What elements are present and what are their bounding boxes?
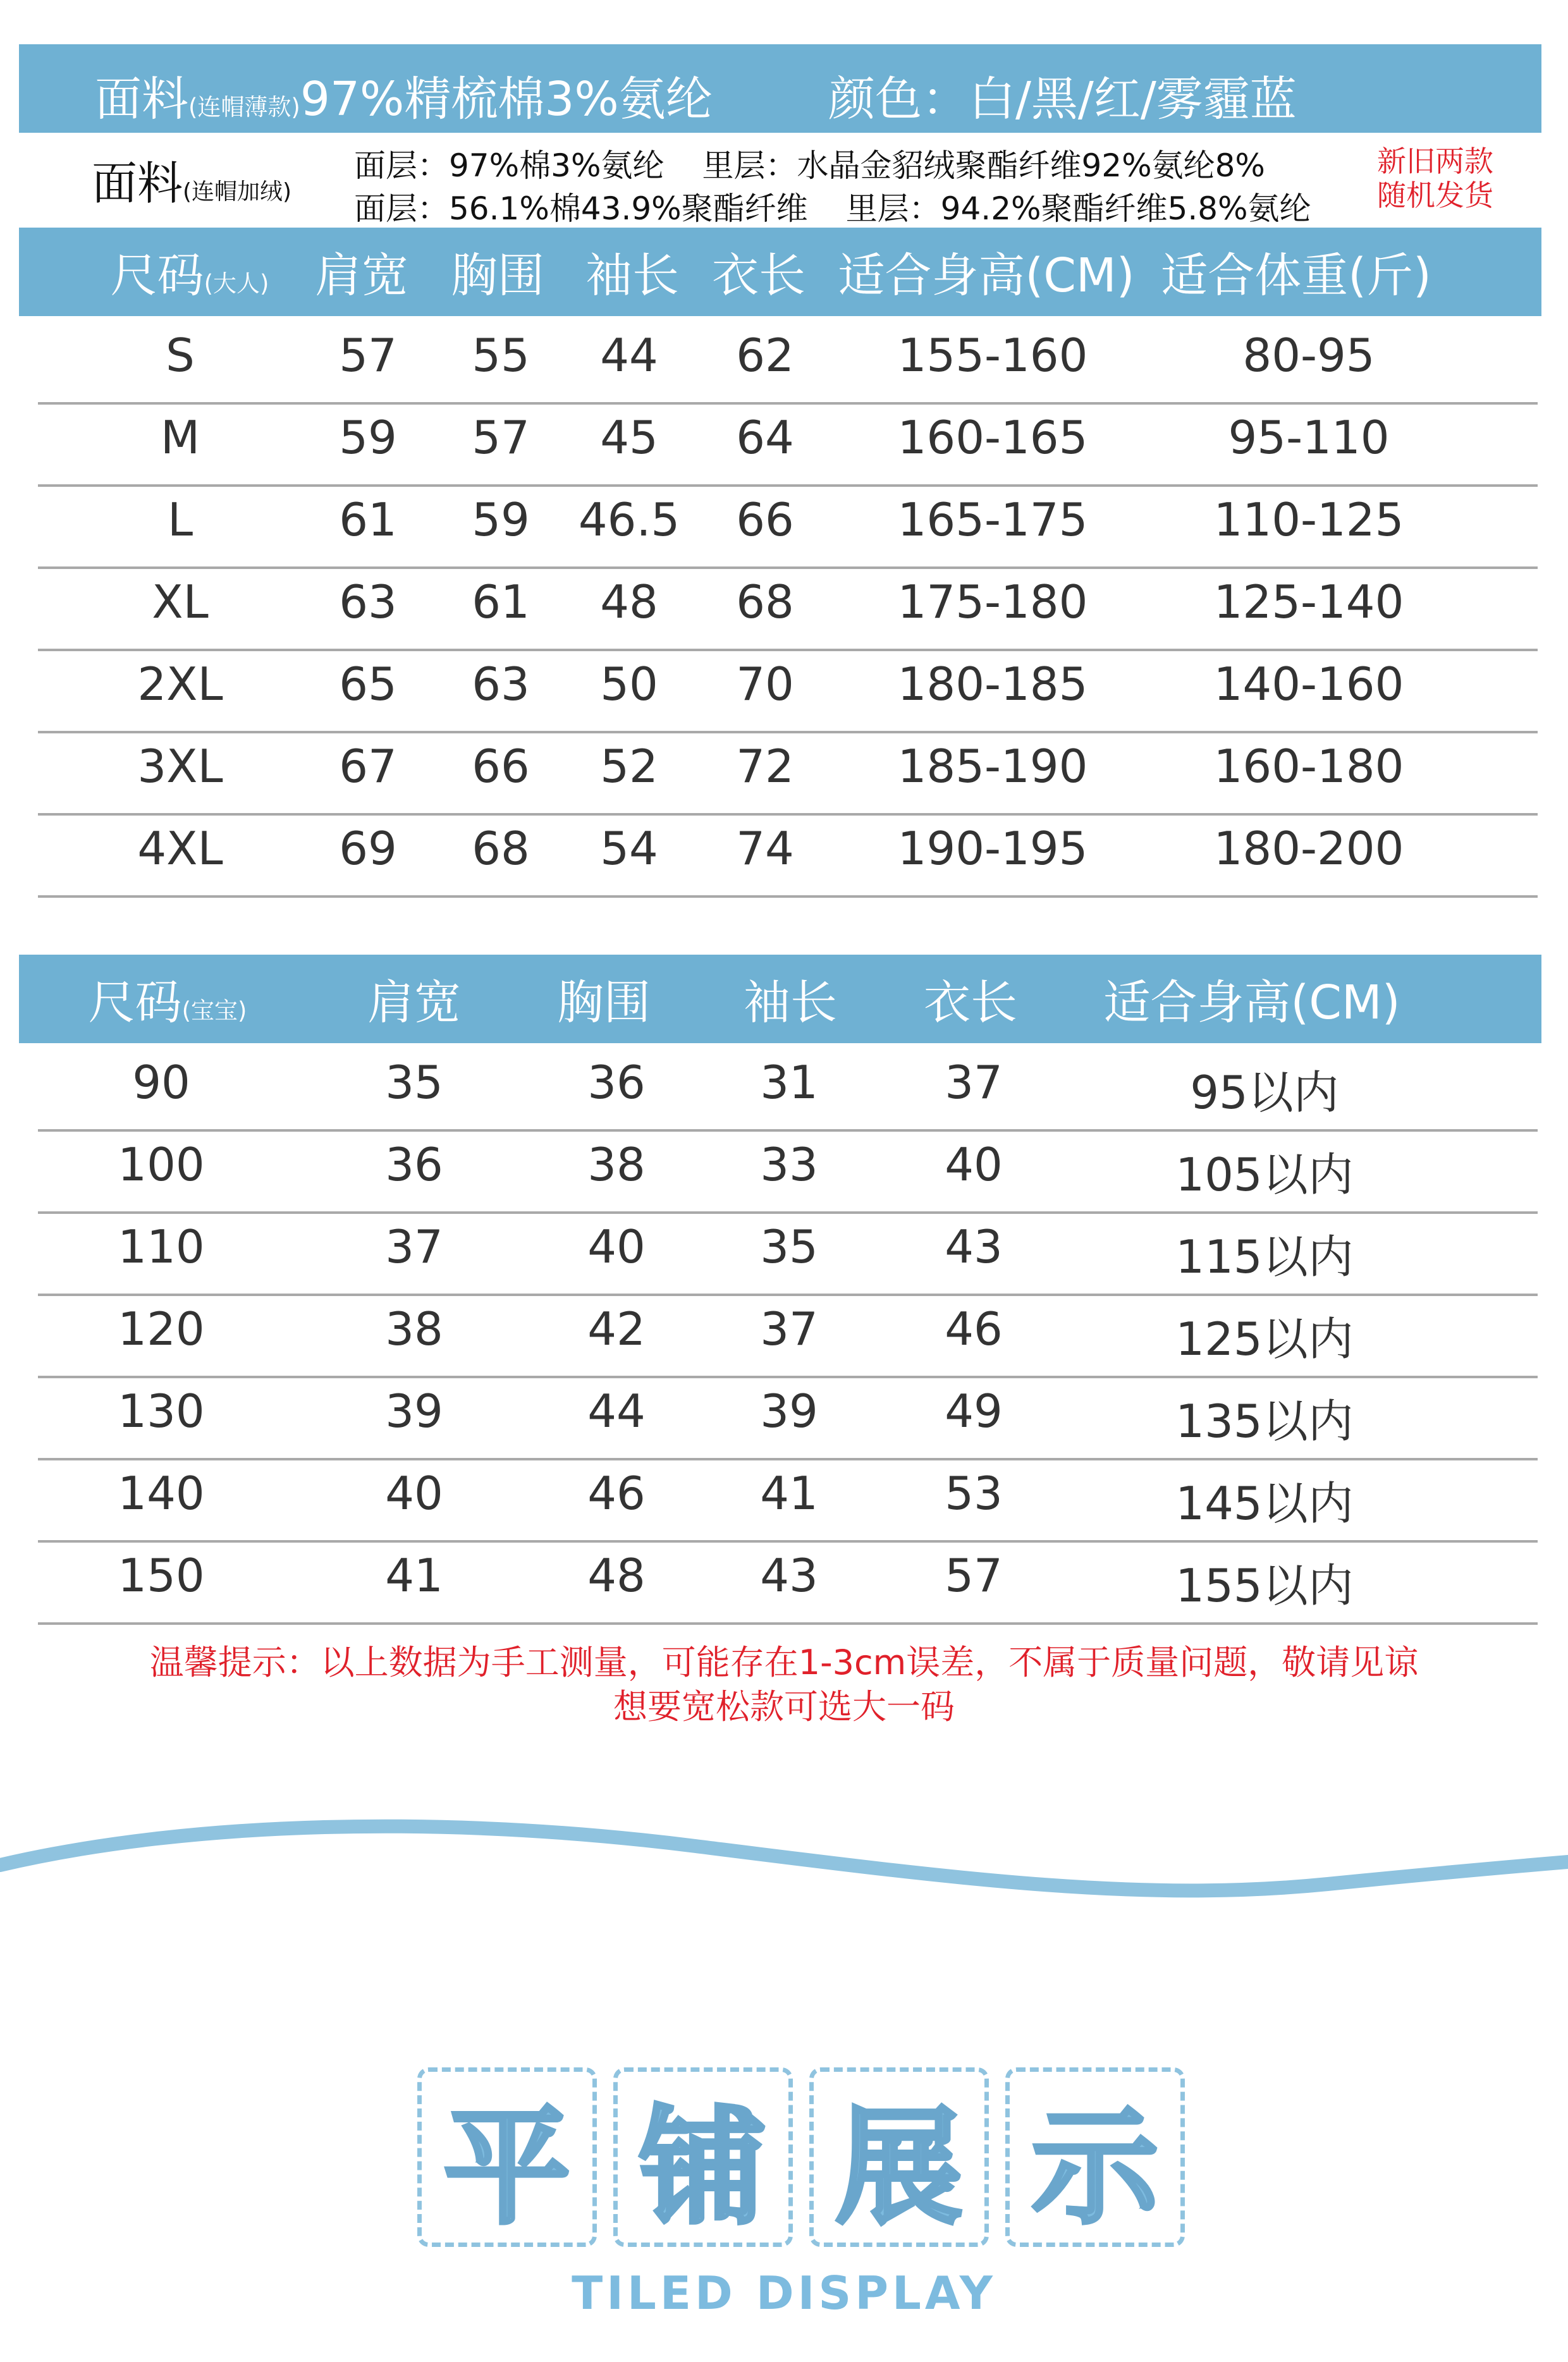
length-cell: 53	[945, 1467, 1003, 1520]
sleeve-cell: 37	[760, 1302, 818, 1355]
chest-cell: 66	[472, 740, 530, 793]
kids-header-size-note: (宝宝)	[181, 997, 247, 1024]
measurement-tip	[0, 1641, 1568, 1729]
adult-header-sleeve: 袖长	[585, 248, 679, 303]
length-cell: 72	[736, 740, 794, 793]
fleece-line2-outer: 面层：56.1%棉43.9%聚酯纤维	[354, 190, 808, 227]
size-cell: 4XL	[137, 822, 223, 875]
length-cell: 68	[736, 575, 794, 628]
height-cell: 155以内	[1175, 1559, 1354, 1612]
height-cell: 190-195	[897, 822, 1088, 875]
fleece-label: 面料	[92, 157, 183, 210]
kids-header-height: 适合身高(CM)	[1103, 976, 1400, 1030]
height-cell: 155-160	[897, 329, 1088, 382]
table-row	[38, 322, 1538, 405]
sleeve-cell: 41	[760, 1467, 818, 1520]
title-char-box-2	[613, 2067, 793, 2247]
chest-cell: 36	[587, 1056, 646, 1109]
row-divider	[38, 895, 1538, 898]
fabric-composition: 97%精梳棉3%氨纶	[300, 72, 713, 126]
title-char-box-3	[809, 2067, 989, 2247]
height-cell: 95以内	[1190, 1066, 1339, 1119]
color-info	[828, 62, 1297, 129]
chest-cell: 63	[472, 658, 530, 711]
version-notice	[1377, 144, 1493, 212]
adult-header-weight: 适合体重(斤)	[1161, 248, 1431, 303]
height-cell: 125以内	[1175, 1313, 1354, 1366]
size-cell: 150	[118, 1549, 205, 1602]
adult-header-size-label: 尺码	[110, 248, 204, 303]
sleeve-cell: 35	[760, 1220, 818, 1273]
wave-divider	[0, 1808, 1568, 1935]
fleece-label-note: (连帽加绒)	[183, 179, 292, 205]
chest-cell: 40	[587, 1220, 646, 1273]
height-cell: 175-180	[897, 575, 1088, 628]
sleeve-cell: 45	[600, 411, 658, 464]
table-row	[38, 1378, 1538, 1460]
shoulder-cell: 65	[339, 658, 397, 711]
size-cell: M	[160, 411, 200, 464]
adult-header-size-note: (大人)	[204, 270, 269, 297]
height-cell: 135以内	[1175, 1395, 1354, 1448]
shoulder-cell: 35	[385, 1056, 443, 1109]
fabric-banner-label-group	[95, 62, 713, 129]
length-cell: 66	[736, 493, 794, 546]
title-char-2: 铺	[639, 2094, 767, 2242]
size-cell: L	[167, 493, 193, 546]
title-char-box-1	[417, 2067, 597, 2247]
sleeve-cell: 54	[600, 822, 658, 875]
shoulder-cell: 39	[385, 1385, 443, 1438]
chest-cell: 57	[472, 411, 530, 464]
kids-header-length: 衣长	[924, 976, 1017, 1030]
table-row	[38, 1460, 1538, 1543]
length-cell: 40	[945, 1138, 1003, 1191]
kids-header-chest: 胸围	[557, 976, 651, 1030]
size-cell: 120	[118, 1302, 205, 1355]
color-values: 白/黑/红/雾霾蓝	[969, 72, 1297, 126]
sleeve-cell: 31	[760, 1056, 818, 1109]
weight-cell: 160-180	[1213, 740, 1404, 793]
chest-cell: 38	[587, 1138, 646, 1191]
fabric-label-note: (连帽薄款)	[188, 94, 300, 121]
adult-header-length: 衣长	[712, 248, 805, 303]
height-cell: 185-190	[897, 740, 1088, 793]
table-row	[38, 733, 1538, 816]
chest-cell: 48	[587, 1549, 646, 1602]
chest-cell: 44	[587, 1385, 646, 1438]
weight-cell: 95-110	[1228, 411, 1390, 464]
height-cell: 115以内	[1175, 1230, 1354, 1283]
height-cell: 165-175	[897, 493, 1088, 546]
shoulder-cell: 67	[339, 740, 397, 793]
kids-header-size	[89, 965, 247, 1032]
chest-cell: 59	[472, 493, 530, 546]
table-row	[38, 405, 1538, 487]
height-cell: 145以内	[1175, 1477, 1354, 1530]
row-divider	[38, 1622, 1538, 1625]
length-cell: 70	[736, 658, 794, 711]
adult-header-size	[111, 238, 269, 305]
length-cell: 46	[945, 1302, 1003, 1355]
table-row	[38, 487, 1538, 569]
length-cell: 64	[736, 411, 794, 464]
shoulder-cell: 59	[339, 411, 397, 464]
length-cell: 74	[736, 822, 794, 875]
table-row	[38, 1049, 1538, 1132]
size-cell: 100	[118, 1138, 205, 1191]
adult-table-header	[19, 228, 1541, 316]
title-char-4: 示	[1031, 2094, 1159, 2242]
version-notice-line1: 新旧两款	[1377, 144, 1493, 178]
title-char-box-4	[1005, 2067, 1185, 2247]
size-cell: 2XL	[137, 658, 223, 711]
sleeve-cell: 44	[600, 329, 658, 382]
size-cell: 140	[118, 1467, 205, 1520]
fleece-line2-inner: 里层：94.2%聚酯纤维5.8%氨纶	[845, 190, 1311, 227]
version-notice-line2: 随机发货	[1377, 178, 1493, 212]
chest-cell: 61	[472, 575, 530, 628]
kids-table-header	[19, 955, 1541, 1043]
sleeve-cell: 43	[760, 1549, 818, 1602]
color-label: 颜色：	[828, 72, 969, 126]
shoulder-cell: 40	[385, 1467, 443, 1520]
shoulder-cell: 61	[339, 493, 397, 546]
kids-header-size-label: 尺码	[88, 976, 182, 1030]
fleece-line1-outer: 面层：97%棉3%氨纶	[354, 147, 665, 184]
weight-cell: 140-160	[1213, 658, 1404, 711]
table-row	[38, 1543, 1538, 1625]
kids-header-shoulder: 肩宽	[367, 976, 461, 1030]
table-row	[38, 1296, 1538, 1378]
table-row	[38, 651, 1538, 733]
table-row	[38, 816, 1538, 898]
size-cell: S	[166, 329, 195, 382]
shoulder-cell: 36	[385, 1138, 443, 1191]
length-cell: 62	[736, 329, 794, 382]
shoulder-cell: 63	[339, 575, 397, 628]
size-cell: 130	[118, 1385, 205, 1438]
shoulder-cell: 69	[339, 822, 397, 875]
sleeve-cell: 39	[760, 1385, 818, 1438]
title-char-1: 平	[443, 2094, 571, 2242]
length-cell: 49	[945, 1385, 1003, 1438]
fleece-line-2	[354, 183, 1311, 229]
height-cell: 105以内	[1175, 1148, 1354, 1201]
size-cell: 110	[118, 1220, 205, 1273]
chest-cell: 42	[587, 1302, 646, 1355]
shoulder-cell: 38	[385, 1302, 443, 1355]
length-cell: 57	[945, 1549, 1003, 1602]
height-cell: 180-185	[897, 658, 1088, 711]
weight-cell: 80-95	[1242, 329, 1375, 382]
size-cell: 90	[132, 1056, 190, 1109]
size-cell: XL	[152, 575, 209, 628]
table-row	[38, 1214, 1538, 1296]
kids-header-sleeve: 袖长	[744, 976, 837, 1030]
fleece-line-1	[354, 140, 1265, 186]
fleece-label-group	[92, 147, 291, 212]
fabric-label: 面料	[95, 72, 188, 126]
fabric-banner	[19, 44, 1541, 133]
size-cell: 3XL	[137, 740, 223, 793]
table-row	[38, 1132, 1538, 1214]
shoulder-cell: 57	[339, 329, 397, 382]
measurement-tip-line2: 想要宽松款可选大一码	[613, 1687, 955, 1727]
table-row	[38, 569, 1538, 651]
shoulder-cell: 41	[385, 1549, 443, 1602]
fleece-line1-inner: 里层：水晶金貂绒聚酯纤维92%氨纶8%	[702, 147, 1265, 184]
length-cell: 37	[945, 1056, 1003, 1109]
chest-cell: 55	[472, 329, 530, 382]
title-char-3: 展	[835, 2094, 963, 2242]
sleeve-cell: 46.5	[578, 493, 680, 546]
adult-header-chest: 胸围	[451, 248, 544, 303]
weight-cell: 125-140	[1213, 575, 1404, 628]
weight-cell: 110-125	[1213, 493, 1404, 546]
length-cell: 43	[945, 1220, 1003, 1273]
shoulder-cell: 37	[385, 1220, 443, 1273]
adult-header-shoulder: 肩宽	[315, 248, 408, 303]
sleeve-cell: 52	[600, 740, 658, 793]
height-cell: 160-165	[897, 411, 1088, 464]
weight-cell: 180-200	[1213, 822, 1404, 875]
chest-cell: 68	[472, 822, 530, 875]
fleece-fabric-info	[0, 133, 1568, 228]
chest-cell: 46	[587, 1467, 646, 1520]
tiled-display-subtitle: TILED DISPLAY	[572, 2267, 996, 2320]
sleeve-cell: 50	[600, 658, 658, 711]
sleeve-cell: 33	[760, 1138, 818, 1191]
measurement-tip-line1: 温馨提示：以上数据为手工测量，可能存在1-3cm误差，不属于质量问题，敬请见谅	[149, 1643, 1419, 1682]
sleeve-cell: 48	[600, 575, 658, 628]
adult-header-height: 适合身高(CM)	[838, 248, 1135, 303]
